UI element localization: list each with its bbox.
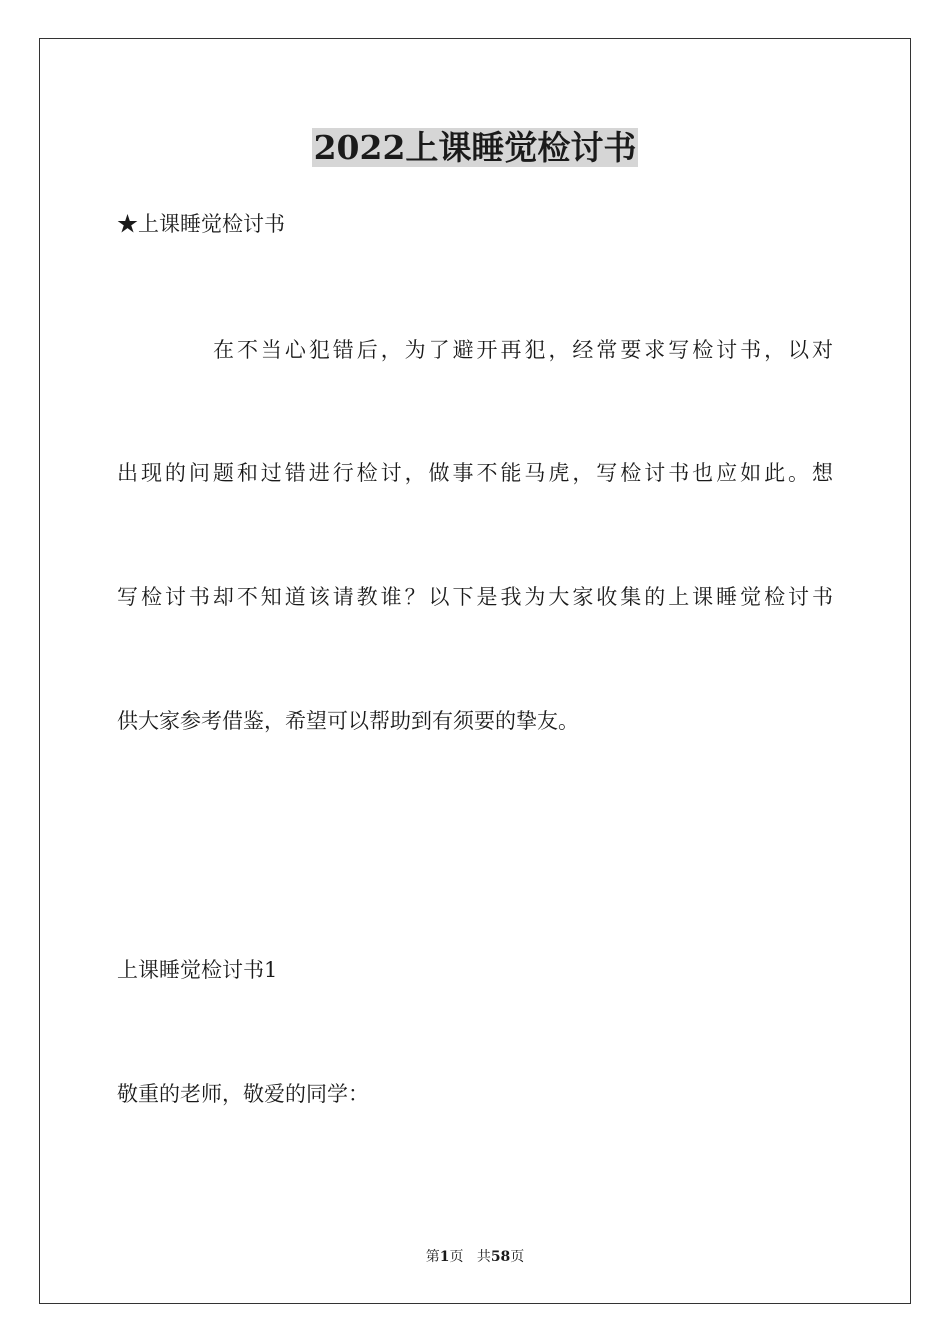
intro-line-2: 出现的问题和过错进行检讨，做事不能马虎，写检讨书也应如此。想 (117, 461, 833, 485)
intro-line-3: 写检讨书却不知道该请教谁？以下是我为大家收集的上课睡觉检讨书 (117, 585, 833, 609)
footer-total-pages: 58 (490, 1249, 511, 1265)
intro-line-1: 在不当心犯错后，为了避开再犯，经常要求写检讨书，以对 (213, 338, 833, 362)
footer-total-prefix: 共 (476, 1249, 491, 1265)
intro-line-4: 供大家参考借鉴，希望可以帮助到有须要的挚友。 (117, 709, 579, 733)
salutation: 敬重的老师，敬爱的同学： (117, 1082, 369, 1106)
document-title-text: 2022上课睡觉检讨书 (313, 128, 637, 167)
footer-total-suffix: 页 (510, 1249, 525, 1265)
section-heading: 上课睡觉检讨书1 (117, 958, 278, 982)
document-title (0, 124, 950, 172)
footer-page-number: 1 (439, 1249, 450, 1265)
footer-page-suffix: 页 (449, 1249, 464, 1265)
document-subtitle: ★上课睡觉检讨书 (117, 212, 285, 236)
page-footer (0, 1247, 950, 1267)
footer-page-prefix: 第 (425, 1249, 440, 1265)
